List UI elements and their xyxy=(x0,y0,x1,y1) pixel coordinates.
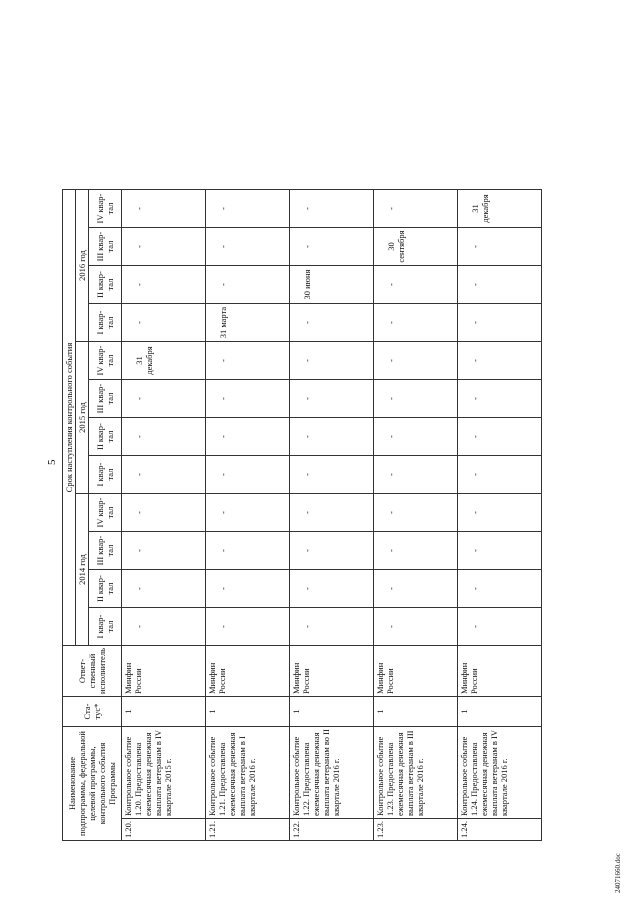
event-status: 1 xyxy=(458,697,542,727)
event-name: Контрольное событие 1.23. Предоставлена ежемесячная денежная выплата ветеранам в III квартале 2016 г. xyxy=(374,727,458,819)
deadline-cell: - xyxy=(290,342,374,380)
responsible-column-header: Ответ-ственный исполнитель xyxy=(63,646,122,697)
deadline-cell: - xyxy=(290,228,374,266)
deadline-cell: - xyxy=(290,190,374,228)
table-row xyxy=(206,190,290,841)
deadline-cell: - xyxy=(458,456,542,494)
deadline-cell: - xyxy=(290,418,374,456)
status-column-header: Ста-тус* xyxy=(63,697,122,727)
deadline-cell: - xyxy=(290,304,374,342)
deadline-cell: - xyxy=(122,228,206,266)
deadline-cell: 31 марта xyxy=(206,304,290,342)
deadline-cell: - xyxy=(458,532,542,570)
deadline-cell: - xyxy=(122,418,206,456)
footer-filename: 24071660.doc xyxy=(614,853,622,893)
name-column-header: Наименование подпрограммы, федеральной целевой программы, контрольного события Программы xyxy=(63,727,122,841)
deadline-cell: - xyxy=(458,266,542,304)
deadline-cell: - xyxy=(206,190,290,228)
deadline-cell: - xyxy=(458,418,542,456)
deadline-cell: - xyxy=(122,456,206,494)
table-row xyxy=(458,190,542,841)
deadline-cell: - xyxy=(374,570,458,608)
event-status: 1 xyxy=(122,697,206,727)
row-number: 1.24. xyxy=(458,819,542,841)
deadline-cell: - xyxy=(206,608,290,646)
event-status: 1 xyxy=(206,697,290,727)
deadline-cell: - xyxy=(374,190,458,228)
deadline-cell: - xyxy=(458,494,542,532)
deadline-cell: - xyxy=(122,570,206,608)
quarter-header: II квар-тал xyxy=(89,266,122,304)
responsible-executor: Минфин России xyxy=(374,646,458,697)
event-name: Контрольное событие 1.22. Предоставлена ежемесячная денежная выплата ветеранам во II квартале 2016 г. xyxy=(290,727,374,819)
page-number: 5 xyxy=(46,459,58,465)
year-2016-header: 2016 год xyxy=(76,190,89,342)
deadline-cell: - xyxy=(374,608,458,646)
deadline-cell: - xyxy=(122,532,206,570)
deadline-cell: - xyxy=(206,418,290,456)
deadline-cell: - xyxy=(290,380,374,418)
deadline-cell: - xyxy=(122,380,206,418)
deadline-cell: - xyxy=(290,570,374,608)
event-status: 1 xyxy=(290,697,374,727)
deadline-cell: - xyxy=(122,190,206,228)
deadline-cell: - xyxy=(374,380,458,418)
table-row xyxy=(290,190,374,841)
deadline-cell: - xyxy=(374,304,458,342)
quarter-header: IV квар-тал xyxy=(89,494,122,532)
control-events-table xyxy=(62,189,542,841)
deadline-cell: - xyxy=(374,456,458,494)
quarter-header: II квар-тал xyxy=(89,418,122,456)
deadline-cell: - xyxy=(206,532,290,570)
row-number: 1.21. xyxy=(206,819,290,841)
deadline-cell: 30 июня xyxy=(290,266,374,304)
deadline-cell: - xyxy=(206,266,290,304)
deadline-cell: 30 сентября xyxy=(374,228,458,266)
event-name: Контрольное событие 1.24. Предоставлена ежемесячная денежная выплата ветеранам в IV квартале 2016 г. xyxy=(458,727,542,819)
deadline-cell: - xyxy=(458,608,542,646)
quarter-header: IV квар-тал xyxy=(89,190,122,228)
deadline-cell: - xyxy=(290,494,374,532)
deadline-cell: - xyxy=(206,228,290,266)
deadline-cell: - xyxy=(374,266,458,304)
event-name: Контрольное событие 1.21. Предоставлена ежемесячная денежная выплата ветеранам в I квартале 2016 г. xyxy=(206,727,290,819)
deadline-cell: - xyxy=(458,342,542,380)
row-number: 1.20. xyxy=(122,819,206,841)
deadline-cell: - xyxy=(374,418,458,456)
deadline-header: Срок наступления контрольного события xyxy=(63,190,76,646)
quarter-header: III квар-тал xyxy=(89,228,122,266)
deadline-cell: - xyxy=(122,266,206,304)
year-2014-header: 2014 год xyxy=(76,494,89,646)
deadline-cell: 31 декабря xyxy=(458,190,542,228)
deadline-cell: - xyxy=(206,342,290,380)
event-name: Контрольное событие 1.20. Предоставлена ежемесячная денежная выплата ветеранам в IV квартале 2015 г. xyxy=(122,727,206,819)
deadline-cell: - xyxy=(206,456,290,494)
quarter-header: III квар-тал xyxy=(89,532,122,570)
quarter-header: III квар-тал xyxy=(89,380,122,418)
deadline-cell: - xyxy=(122,608,206,646)
deadline-cell: - xyxy=(290,532,374,570)
quarter-header: IV квар-тал xyxy=(89,342,122,380)
deadline-cell: - xyxy=(374,532,458,570)
table-row xyxy=(122,190,206,841)
deadline-cell: - xyxy=(458,570,542,608)
deadline-cell: - xyxy=(122,494,206,532)
deadline-cell: - xyxy=(458,228,542,266)
quarter-header: I квар-тал xyxy=(89,456,122,494)
deadline-cell: - xyxy=(374,342,458,380)
quarter-header: I квар-тал xyxy=(89,304,122,342)
deadline-cell: - xyxy=(290,456,374,494)
deadline-cell: 31 декабря xyxy=(122,342,206,380)
row-number: 1.22. xyxy=(290,819,374,841)
responsible-executor: Минфин России xyxy=(290,646,374,697)
deadline-cell: - xyxy=(122,304,206,342)
deadline-cell: - xyxy=(206,380,290,418)
deadline-cell: - xyxy=(374,494,458,532)
deadline-cell: - xyxy=(458,304,542,342)
event-status: 1 xyxy=(374,697,458,727)
row-number: 1.23. xyxy=(374,819,458,841)
responsible-executor: Минфин России xyxy=(206,646,290,697)
table-row xyxy=(374,190,458,841)
deadline-cell: - xyxy=(206,570,290,608)
responsible-executor: Минфин России xyxy=(122,646,206,697)
deadline-cell: - xyxy=(290,608,374,646)
responsible-executor: Минфин России xyxy=(458,646,542,697)
quarter-header: I квар-тал xyxy=(89,608,122,646)
year-2015-header: 2015 год xyxy=(76,342,89,494)
deadline-cell: - xyxy=(206,494,290,532)
deadline-cell: - xyxy=(458,380,542,418)
quarter-header: II квар-тал xyxy=(89,570,122,608)
